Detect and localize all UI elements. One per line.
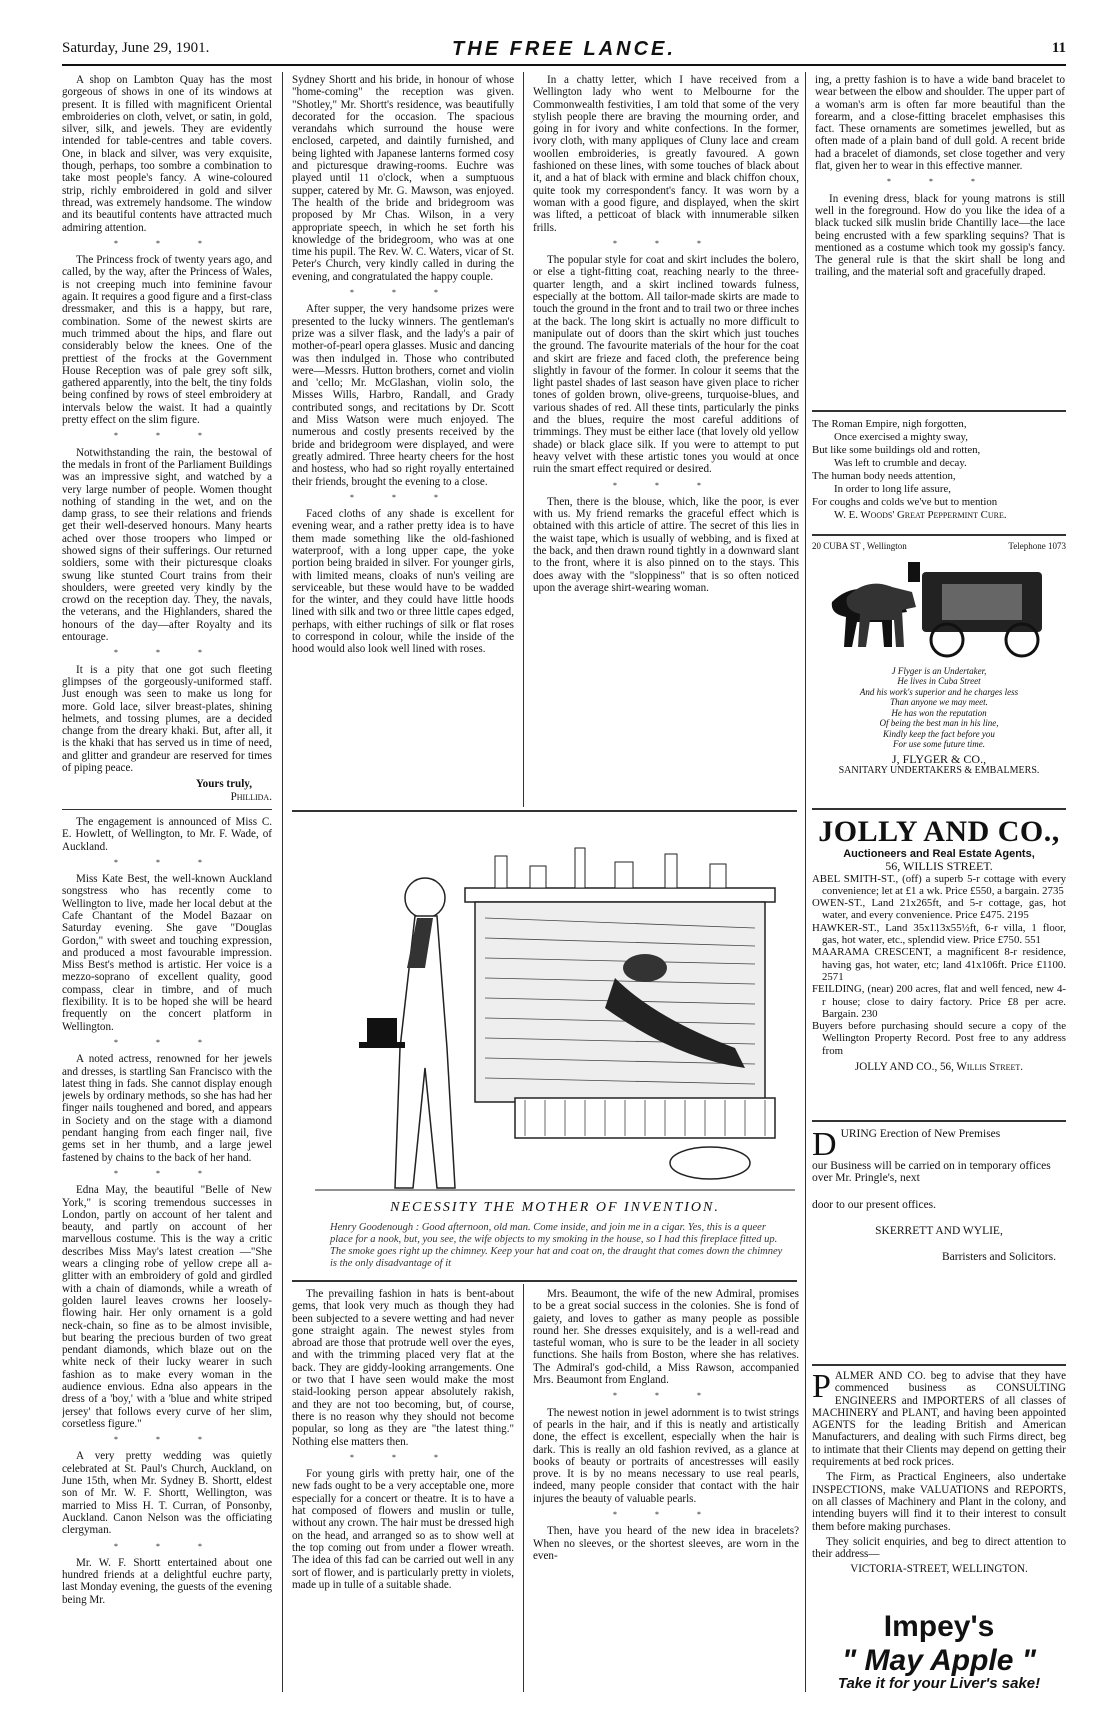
article-paragraph: A noted actress, renowned for her jewels and dresses, is startling San Francisco with the latest thing in fads. She cannot display enough jewels by ordinary methods, so she has had her finger nails toughened and bored, and appears in Society and on the stage with a diamond pendant hanging from each finger nail, five gems set in her thumb, and a large jewel fastened by chains to the back of her hand. <box>62 1053 272 1164</box>
section-stars: * * * <box>887 177 993 187</box>
article-paragraph: The Princess frock of twenty years ago, and called, by the way, after the Princess of Wales, is not creeping much into feminine favour again. It requires a good figure and a first-class dressmaker, and this is a happy, but rare, combination. Some of the newest skirts are much trimmed about the hips, and flare out considerably below the knees. One of the prettiest of the frocks at the Government House Reception was of pale grey soft silk, gathered apparently, into the belt, the tiny folds being confined by rows of steel embroidery at intervals below the waist. It had a quaintly pretty effect on the slim figure. <box>62 254 272 427</box>
poem-line: But like some buildings old and rotten, <box>812 444 981 456</box>
ad-rule <box>812 1120 1066 1122</box>
ad-rule <box>812 534 1066 536</box>
issue-date: Saturday, June 29, 1901. <box>62 40 210 56</box>
jolly-address: 56, WILLIS STREET. <box>885 859 993 874</box>
article-paragraph: In a chatty letter, which I have received from a Wellington lady who went to Melbourne for the Commonwealth festivities, I am told that some of the very stylish people there are braving the mourning order, and going in for ivory and white confections. In the former, ivory cloth, with many appliques of Cluny lace and cream woollen embroideries, is greatly favoured. A gown fashioned on these lines, with some touches of black about it, and a hat of black with ermine and black chiffon choux, quite took my correspondent's fancy. It was worn by a woman with a good figure, and displayed, when the skirt was lifted, a petticoat of black with innumerable silken frills. <box>533 74 799 234</box>
hearse-window <box>942 584 1022 620</box>
section-stars: * * * <box>114 648 220 658</box>
mantel-bottle <box>575 848 585 888</box>
poem-line: For coughs and colds we've but to mention <box>812 496 998 508</box>
reclining-man-head <box>623 954 667 982</box>
flyger-telephone: Telephone 1073 <box>1008 541 1066 551</box>
section-stars: * * * <box>613 238 719 248</box>
masthead <box>62 38 1066 64</box>
section-stars: * * * <box>613 1391 719 1401</box>
illustration-rule-bottom <box>292 1280 797 1282</box>
article-paragraph: The popular style for coat and skirt includes the bolero, or else a tight-fitting coat, reaching nearly to the three-quarter length, and a skirt inclined towards fulness, especially at the bottom. All tailor-made skirts are made to touch the ground in the front and to trail two or three inches at the back. The long skirt is actually no more difficult to manipulate out of doors than the skirt which just touches the ground. The favourite materials of the hour for the coat and skirt are frieze and faced cloth, the preference being slightly in favour of the former. In colour it seems that the light pastel shades of last season have given place to richer tones of golden brown, olive-greens, turquoise-blues, and various shades of red. All these tints, particularly the pinks and the blues, require the most careful additions of trimmings. They must be either lace (that lovely old yellow shade) or black glace silk. If you were to attempt to put heavy velvet with these artistic tones you would at once ruin the smart effect required or desired. <box>533 254 799 476</box>
section-stars: * * * <box>114 1435 220 1445</box>
illustration-title: NECESSITY THE MOTHER OF INVENTION. <box>390 1200 720 1215</box>
article-paragraph: After supper, the very handsome prizes were presented to the lucky winners. The gentleman's prize was a silver flask, and the lady's a pair of mother-of-pearl opera glasses. Music and dancing was then indulged in. Those who contributed were—Messrs. Hutton brothers, cornet and violin and 'cello; Mr. McGlashan, violin solo, the Misses Wills, Harbro, Randall, and Grady contributed songs, and recitations by Dr. Scott and Miss Watson were much enjoyed. The numerous and costly presents received by the bride and bridegroom were displayed, and were greatly admired. Three hearty cheers for the host and hostess, who had so right royally entertained their friends, brought the evening to a close. <box>292 303 514 488</box>
verse-line: For use some future time. <box>893 739 985 750</box>
dropcap: P <box>812 1368 831 1405</box>
peppermint-cure-ad <box>812 418 1066 522</box>
flyger-trade: SANITARY UNDERTAKERS & EMBALMERS. <box>838 764 1040 776</box>
section-stars: * * * <box>613 1510 719 1520</box>
column-2-lower <box>292 1288 514 1688</box>
impey-slogan: Take it for your Liver's sake! <box>837 1675 1041 1692</box>
mantel-vase <box>665 854 677 888</box>
property-listing: FEILDING, (near) 200 acres, flat and well fenced, new 4-r house; close to dairy factory. Price £8 per acre. Bargain. 230 <box>812 983 1066 1020</box>
article-paragraph: A shop on Lambton Quay has the most gorgeous of shows in one of its windows at present. It is filled with magnificent Oriental embroideries on cloth, velvet, or satin, in gold, silver, silk, and jewels. They are evidently intended for table-centres and table covers. One, in black and silver, was very exquisite, though, perhaps, too sombre a combination to take most people's fancy. A wine-coloured strip, richly embroidered in gold and silver thread, was extremely handsome. The window and its beautiful contents have attracted much admiring attention. <box>62 74 272 234</box>
section-stars: * * * <box>350 1452 456 1462</box>
page-number: 11 <box>1051 40 1066 56</box>
poem-line: The Roman Empire, nigh forgotten, <box>812 418 967 430</box>
notice-text: The Firm, as Practical Engineers, also undertake INSPECTIONS, make VALUATIONS and REPORTS, on all classes of Machinery and Plant in the colony, and intending buyers will find it to their interest to consult them before making purchases. <box>812 1471 1066 1533</box>
article-paragraph: Then, there is the blouse, which, like the poor, is ever with us. My friend remarks the graceful effect which is obtained with this article of attire. The secret of this lies in the waist tape, which is usually of webbing, and is fixed at the back, and then drawn round tightly in a downward slant to the front, where it is also pinned on to the stays. This does away with the "sloppiness" that is so often noticed upon the average shirt-wearing woman. <box>533 495 799 594</box>
section-stars: * * * <box>114 431 220 441</box>
jolly-name: JOLLY AND CO., <box>818 815 1060 848</box>
article-paragraph: For young girls with pretty hair, one of the new fads ought to be a very acceptable one, more especially for a concert or theatre. It is to have a hat composed of flowers and muslin or tulle, without any crown. The hair must be dressed high on the head, and arranged so as to show well at the top coming out from under a flower wreath. The idea of this fad can be carried out well in any sort of flower, and is particularly pretty in violets, made up in tulle of a suitable shade. <box>292 1468 514 1591</box>
mantel-jar <box>710 864 726 888</box>
mantel-vase <box>495 856 507 888</box>
ad-rule <box>812 808 1066 810</box>
illustration-rule-top <box>292 810 797 812</box>
property-listing: OWEN-ST., Land 21x265ft, and 5-r cottage, gas, hot water, and every convenience. Price £475. 2195 <box>812 897 1066 922</box>
poem-line: The human body needs attention, <box>812 470 956 482</box>
flyger-name: J, FLYGER & CO., <box>891 751 987 766</box>
jolly-footer: JOLLY AND CO., 56, Willis Street. <box>854 1061 1024 1074</box>
section-stars: * * * <box>114 1541 220 1551</box>
verse-line: He has won the reputation <box>891 707 987 718</box>
column-3 <box>533 74 799 806</box>
column-rule <box>523 72 524 807</box>
article-paragraph: Then, have you heard of the new idea in bracelets? When no sleeves, or the shortest sleeves, are worn in the even- <box>533 1525 799 1562</box>
poem-line: Was left to crumble and decay. <box>834 457 967 469</box>
article-paragraph: In evening dress, black for young matrons is still well in the foreground. How do you like the idea of a black tucked silk muslin bride Chantilly lace—the lace being encrusted with a few sparkling sequins? That is mentioned as a costume which took my gossip's fancy. The general rule is that the skirt shall be long and trailing, and the material soft and gracefully draped. <box>815 192 1065 279</box>
ad-rule <box>812 1364 1066 1366</box>
section-stars: * * * <box>350 288 456 298</box>
article-paragraph: The engagement is announced of Miss C. E. Howlett, of Wellington, to Mr. F. Wade, of Auckland. <box>62 815 272 853</box>
paper-title: THE FREE LANCE. <box>452 38 676 60</box>
notice-text: our Business will be carried on in temporary offices over Mr. Pringle's, next <box>812 1160 1051 1185</box>
poem-line: W. E. Woods' Great Peppermint Cure. <box>834 509 1007 521</box>
palmer-address: VICTORIA-STREET, WELLINGTON. <box>850 1563 1028 1576</box>
section-stars: * * * <box>114 1168 220 1178</box>
article-paragraph: Sydney Shortt and his bride, in honour of whose "home-coming" the reception was given. "Shotley," Mr. Shortt's residence, was beautifully decorated for the occasion. The spacious verandahs which surround the house were enclosed, carpeted, and daintily furnished, and being lighted with Japanese lanterns formed cosy and picturesque drawing-rooms. Euchre was played until 11 o'clock, when a sumptuous supper, catered by Mr. G. Mawson, was enjoyed. The health of the bride and bridegroom was proposed by Mr Chas. Wilson, in a very appropriate speech, in which he set forth his knowledge of the bridegroom, who was at one time his pupil. The Rev. W. C. Waters, vicar of St. Peter's Church, very kindly called in during the evening, and congratulated the happy couple. <box>292 74 514 283</box>
section-stars: * * * <box>613 480 719 490</box>
signoff: Yours truly, <box>195 778 252 791</box>
article-paragraph: ing, a pretty fashion is to have a wide band bracelet to wear between the elbow and shoulder. The upper part of a woman's arm is often far more beautiful than the forearm, and a close-fitting bracelet emphasises this fact. These ornaments are sometimes jewelled, but as often made of a plain band of dull gold. A recent bride had a bracelet of diamonds, set close together and very flat, given her to wear in this effective manner. <box>815 74 1065 173</box>
verse-line: Than anyone we may meet. <box>890 697 988 708</box>
verse-line: J Flyger is an Undertaker, <box>891 665 987 676</box>
article-paragraph: Edna May, the beautiful "Belle of New York," is scoring tremendous successes in London, partly on account of her talent and beauty, and partly on account of her marvellous costume. This is the way a critic describes Miss May's latest creation —"She wears a clinging robe of yellow crepe all a-glitter with an embroidery of gold and girdled with a chain of diamonds, while a wreath of golden laurel leaves crowns her loosely-flowing hair. Her only ornament is a gold neck-chain, so fine as to be almost invisible, but bearing the precious burden of two great pendant diamonds, which blaze out on the white neck of their lucky wearer in such fashion as to make every woman in the audience envious. Edna also appears in the dress of a 'boy,' with a 'blue and white striped jersey' that follows every curve of her slim, corsetless figure." <box>62 1184 272 1430</box>
impey-product: " May Apple " <box>841 1644 1037 1677</box>
article-paragraph: It is a pity that one got such fleeting glimpses of the gorgeously-uniformed staff. Just enough was seen to make us long for more. Gold lace, silver breast-plates, shining helmets, and tossing plumes, are a decided change from the dreary khaki. But, after all, it is the khaki that has served us in time of need, and glitter and grandeur are reserved for times of piping peace. <box>62 663 272 775</box>
column-4 <box>815 74 1065 404</box>
cartoon-illustration <box>315 818 795 1198</box>
palmer-ad <box>812 1370 1066 1576</box>
hearse-illustration <box>812 552 1062 662</box>
notice-text: URING Erection of New Premises <box>840 1128 1001 1140</box>
top-hat <box>367 1018 397 1044</box>
skerrett-title: Barristers and Solicitors. <box>941 1251 1056 1264</box>
article-paragraph: The prevailing fashion in hats is bent-about gems, that look very much as though they had been subjected to a severe wetting and had never gone straight again. The newest styles from abroad are those that protrude well over the eyes, and with the trimming placed very flat at the back. They are giddy-looking arrangements. One or two that I have seen would make the most staid-looking person appear absolutely rakish, and they are not too becoming, but, of course, there is no reason why they should not become popular, so long as they are "the latest thing." Nothing else matters then. <box>292 1288 514 1448</box>
basin <box>670 1147 750 1179</box>
verse-line: Of being the best man in his line, <box>879 718 999 729</box>
notice-text: door to our present offices. <box>812 1198 937 1211</box>
top-hat-brim <box>359 1042 405 1048</box>
section-stars: * * * <box>114 1037 220 1047</box>
poem-line: In order to long life assure, <box>834 483 951 495</box>
column-divider <box>62 809 272 810</box>
section-stars: * * * <box>114 238 220 248</box>
article-paragraph: Mrs. Beaumont, the wife of the new Admiral, promises to be a great social success in the colonies. She is fond of gaiety, and loves to gather as many people as possible round her. She dresses exquisitely, and is a well-read and tasteful woman, who is sure to be the leader in all society functions. She hails from Boston, where she has relatives. The Admiral's god-child, a Miss Rawson, accompanied Mrs. Beaumont from England. <box>533 1288 799 1387</box>
column-rule <box>282 72 283 1692</box>
column-2 <box>292 74 514 806</box>
ad-rule <box>812 410 1066 412</box>
jolly-subtitle: Auctioneers and Real Estate Agents, <box>843 848 1035 860</box>
verse-line: And his work's superior and he charges less <box>859 686 1019 697</box>
section-stars: * * * <box>114 857 220 867</box>
verse-line: Kindly keep the fact before you <box>883 728 995 739</box>
illustration <box>315 818 795 1198</box>
article-paragraph: The newest notion in jewel adornment is to twist strings of pearls in the hair, and if this is neatly and artistically done, the effect is excellent, especially when the hair is dark. This is really an old fashion revived, as a glance at books of beauty or portraits of ancestresses will easily prove. It is by no means necessary to use real pearls, indeed, many people consider that contact with the hair injures the beauty of valuable pearls. <box>533 1406 799 1505</box>
poem-line: Once exercised a mighty sway, <box>834 431 968 443</box>
column-rule <box>805 72 806 1692</box>
mantel-shelf <box>465 888 775 902</box>
property-listing: HAWKER-ST., Land 35x113x55½ft, 6-r villa, 1 floor, gas, hot water, etc., splendid view. Price £750. 551 <box>812 921 1066 947</box>
skerrett-ad <box>812 1128 1066 1277</box>
driver <box>908 562 920 582</box>
impey-ad <box>812 1610 1066 1690</box>
standing-man-head <box>405 878 445 918</box>
column-1 <box>62 74 272 1684</box>
flyger-ad <box>812 540 1066 777</box>
section-stars: * * * <box>350 492 456 502</box>
notice-text: ALMER AND CO. beg to advise that they have commenced business as CONSULTING ENGINEERS and IMPORTERS of all classes of MACHINERY and PLANT, and having been appointed AGENTS for the leading British and American Manufacturers, and dealing with such Firms direct, beg to intimate that their Clients may depend on getting their requirements at bed rock prices. <box>812 1370 1066 1469</box>
jolly-ad <box>812 816 1066 1073</box>
article-paragraph: Mr. W. F. Shortt entertained about one hundred friends at a delightful euchre party, last Monday evening, the guests of the evening being Mr. <box>62 1556 272 1606</box>
mantel-jar <box>615 862 633 888</box>
article-paragraph: Notwithstanding the rain, the bestowal of the medals in front of the Parliament Buildings was an impressive sight, and watched by a very large number of people. Women thought nothing of standing in the wet, and on the damp grass, to see their relations and friends get their well-deserved honours. Many hearts ached over those troopers who limped or showed signs of their sufferings. Our returned soldiers, some with their picturesque cloaks swung like stunted Court trains from their shoulders, were greeted very kindly by the crowd on the reception day. They, the navals, the veterans, and the Highlanders, shared the honours of the day—after Royalty and its entourage. <box>62 446 272 644</box>
header-rule <box>62 64 1066 66</box>
column-rule <box>523 1284 524 1692</box>
flyger-address: 20 CUBA ST , Wellington <box>812 541 907 551</box>
verse-line: He lives in Cuba Street <box>897 676 981 687</box>
flyger-address-row <box>812 540 1066 552</box>
skerrett-name: SKERRETT AND WYLIE, <box>875 1224 1003 1237</box>
article-paragraph: Miss Kate Best, the well-known Auckland songstress who has recently come to Wellington to live, made her local debut at the Cafe Chantant of the Model Bazaar on Saturday evening. She gave "Douglas Gordon," with sweet and touching expression, and produced a most favourable impression. Miss Best's method is artistic. Her voice is a mezzo-soprano of excellent quality, good compass, clear in timbre, and of much flexibility. It is to be hoped she will be heard frequently on the concert platform in Wellington. <box>62 873 272 1033</box>
property-listing: Buyers before purchasing should secure a copy of the Wellington Property Record. Post free to any address from <box>812 1020 1066 1057</box>
dropcap: D <box>812 1126 837 1163</box>
notice-text: They solicit enquiries, and beg to direct attention to their address— <box>812 1535 1066 1561</box>
author-signature: Phillida. <box>230 790 272 803</box>
article-paragraph: Faced cloths of any shade is excellent for evening wear, and a rather pretty idea is to have them made something like the old-fashioned waterproof, with a long upper cape, the yoke portion being braided in silver. For younger girls, with limited means, cloaks of nun's veiling are serviceable, but these would have to be wadded for the winter, and they could have little hoods lined with silk and two or three little capes edged, perhaps, with either ruchings of silk or flat roses to correspond in colour, while the inside of the hood would also look well lined with roses. <box>292 508 514 656</box>
impey-brand: Impey's <box>883 1610 995 1643</box>
property-listing: ABEL SMITH-ST., (off) a superb 5-r cottage with every convenience; let at £1 a wk. Price £550, a bargain. 2735 <box>812 872 1066 897</box>
property-listing: MAARAMA CRESCENT, a magnificent 8-r residence, having gas, hot water, etc; land 41x106ft. Price £1100. 2571 <box>812 946 1066 983</box>
column-3-lower <box>533 1288 799 1688</box>
mantel-jar <box>530 866 546 888</box>
illustration-caption: Henry Goodenough : Good afternoon, old man. Come inside, and join me in a cigar. Yes, this is a queer place for a nook, but, you see, the wife objects to my smoking in the house, so I had this fireplace fitted up. The smoke goes right up the chimney. Keep your hat and coat on, the draught that comes down the chimney is the only disadvantage of it <box>330 1222 783 1269</box>
flyger-verse <box>812 666 1066 750</box>
article-paragraph: A very pretty wedding was quietly celebrated at St. Paul's Church, Auckland, on June 15th, when Mr. Sydney B. Shortt, eldest son of Mr. W. F. Shortt, Wellington, was married to Miss H. T. Curran, of Ponsonby, Auckland. Canon Nelson was the officiating clergyman. <box>62 1450 272 1537</box>
